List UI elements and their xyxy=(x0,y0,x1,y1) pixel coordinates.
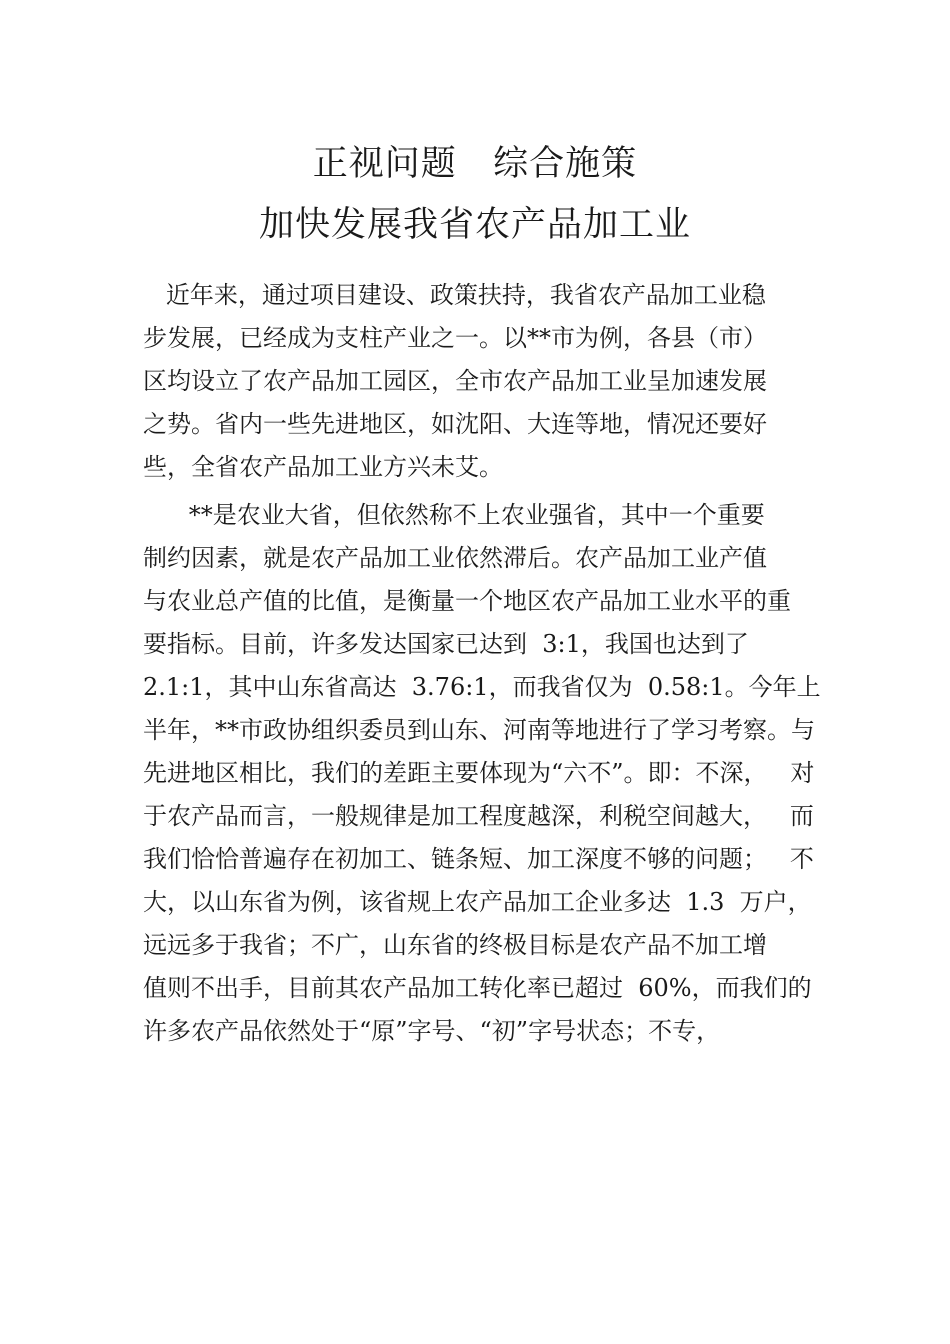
paragraph-line: 于农产品而言，一般规律是加工程度越深，利税空间越大， 而 xyxy=(143,802,814,830)
paragraph-line: 大，以山东省为例，该省规上农产品加工企业多达 1.3 万户， xyxy=(143,888,812,916)
paragraph-line: 些，全省农产品加工业方兴未艾。 xyxy=(143,453,503,481)
paragraph-line: 我们恰恰普遍存在初加工、链条短、加工深度不够的问题； 不 xyxy=(143,845,814,873)
paragraph-line: 远远多于我省；不广，山东省的终极目标是农产品不加工增 xyxy=(143,931,767,959)
paragraph-line: 许多农产品依然处于“原”字号、“初”字号状态；不专， xyxy=(143,1017,721,1045)
paragraph-line: 要指标。目前，许多发达国家已达到 3:1，我国也达到了 xyxy=(143,630,749,658)
paragraph-line: 之势。省内一些先进地区，如沈阳、大连等地，情况还要好 xyxy=(143,410,767,438)
paragraph-line: **是农业大省，但依然称不上农业强省，其中一个重要 xyxy=(143,501,765,529)
paragraph-1 xyxy=(143,274,823,489)
paragraph-2 xyxy=(143,494,823,1053)
paragraph-line: 区均设立了农产品加工园区，全市农产品加工业呈加速发展 xyxy=(143,367,767,395)
paragraph-line: 制约因素，就是农产品加工业依然滞后。农产品加工业产值 xyxy=(143,544,767,572)
paragraph-line: 与农业总产值的比值，是衡量一个地区农产品加工业水平的重 xyxy=(143,587,791,615)
paragraph-line: 近年来，通过项目建设、政策扶持，我省农产品加工业稳 xyxy=(143,281,766,309)
paragraph-line: 半年，**市政协组织委员到山东、河南等地进行了学习考察。与 xyxy=(143,716,815,744)
paragraph-line: 2.1:1，其中山东省高达 3.76:1，而我省仅为 0.58:1。今年上 xyxy=(143,673,821,701)
paragraph-line: 值则不出手，目前其农产品加工转化率已超过 60%，而我们的 xyxy=(143,974,812,1002)
paragraph-line: 先进地区相比，我们的差距主要体现为“六不”。即：不深， 对 xyxy=(143,759,815,787)
paragraph-line: 步发展，已经成为支柱产业之一。以**市为例，各县（市） xyxy=(143,324,767,352)
title-line-2: 加快发展我省农产品加工业 xyxy=(258,205,691,245)
title-line-1: 正视问题 综合施策 xyxy=(312,144,638,184)
